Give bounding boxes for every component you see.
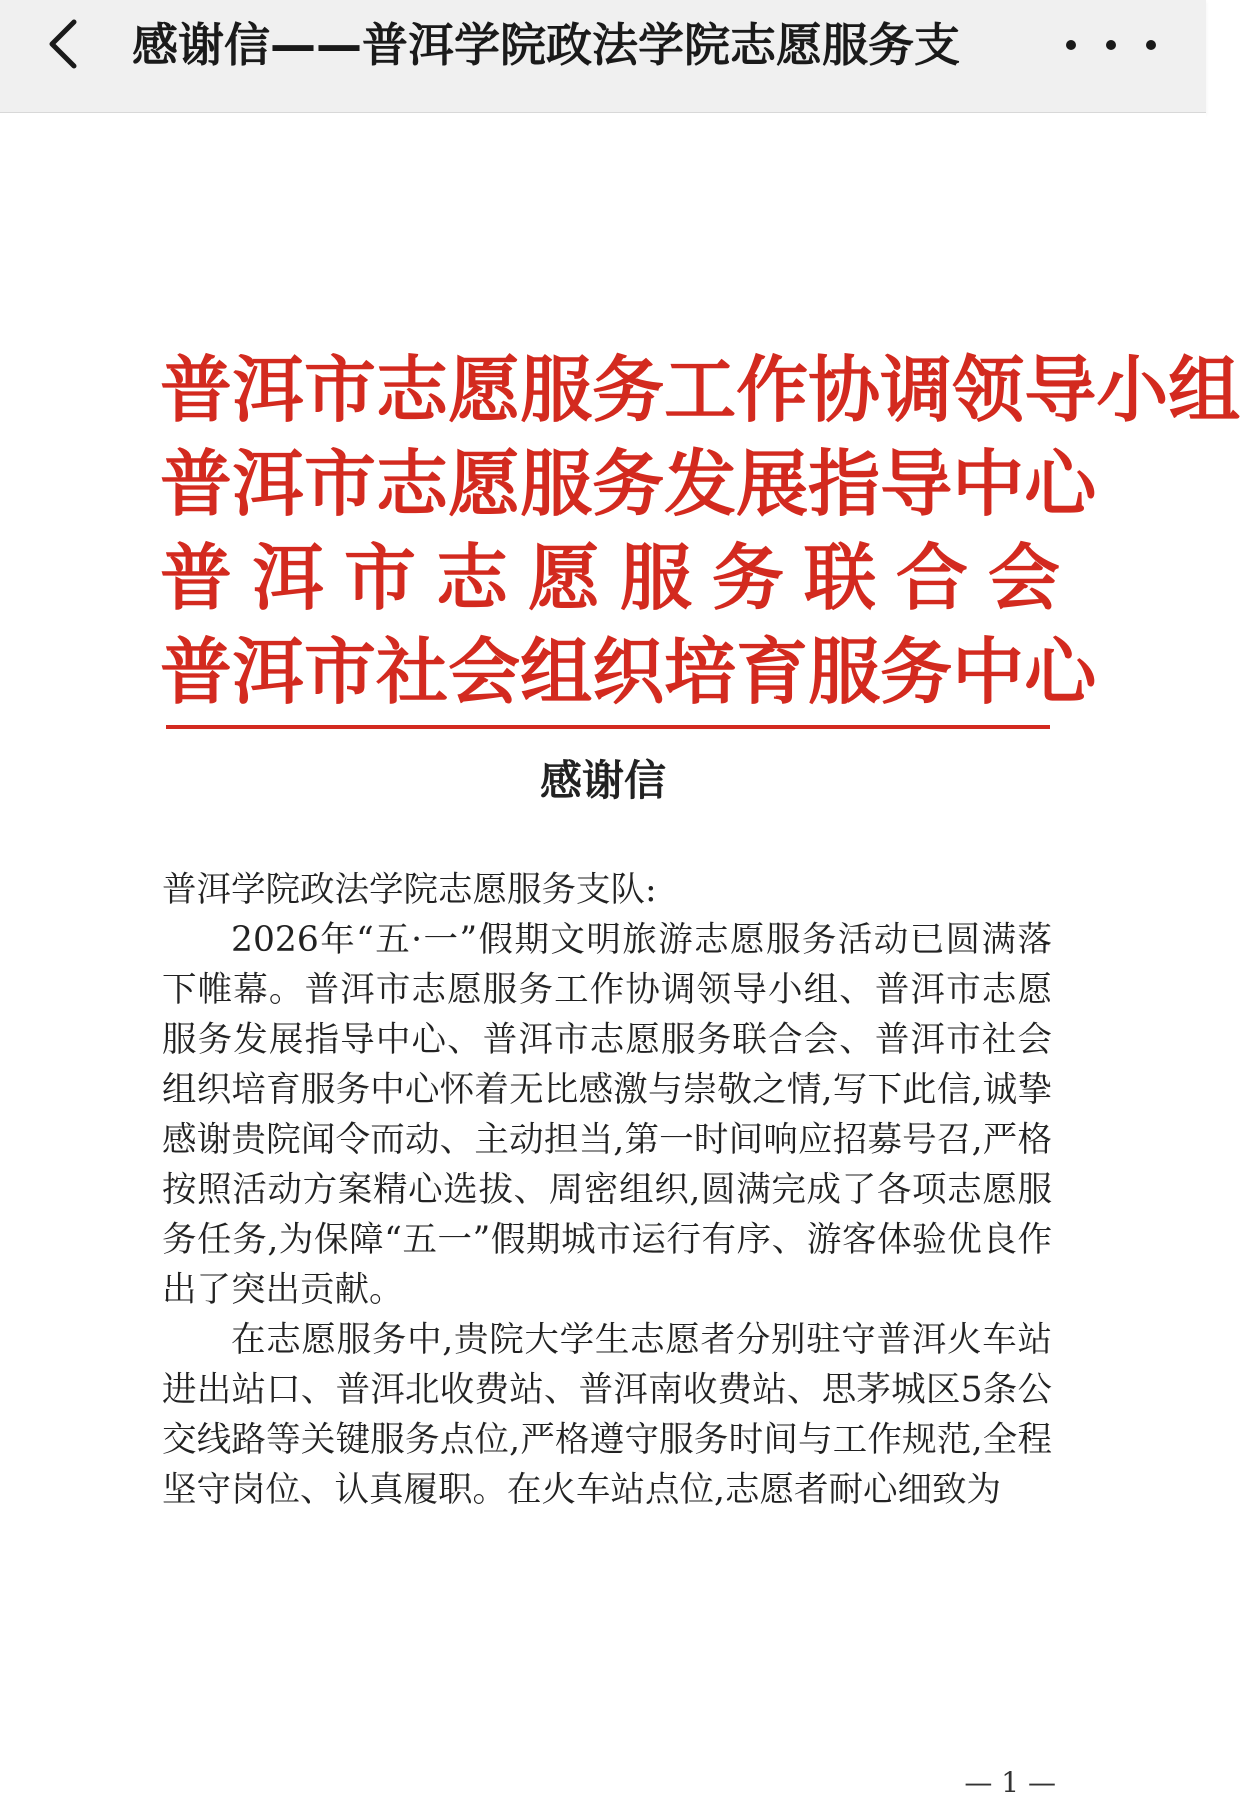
org-char: 志	[376, 347, 449, 432]
org-char: 发	[664, 441, 737, 526]
org-char: 合	[895, 535, 968, 620]
org-char: 洱	[232, 629, 305, 714]
paragraph-2: 在志愿服务中,贵院大学生志愿者分别驻守普洱火车站进出站口、普洱北收费站、普洱南收费站、思茅城区5条公交线路等关键服务点位,严格遵守服务时间与工作规范,全程坚守岗位、认真履职。在火车站点位,志愿者耐心细致为	[162, 1320, 1052, 1510]
org-char: 洱	[251, 535, 324, 620]
org-char: 会	[987, 535, 1060, 620]
page-number: — 1 —	[964, 1766, 1056, 1799]
org-char: 指	[808, 441, 881, 526]
more-dots-icon	[1066, 40, 1076, 50]
document-viewer[interactable]	[0, 113, 1240, 1799]
org-char: 导	[880, 441, 953, 526]
org-char: 社	[376, 629, 449, 714]
org-line-1	[160, 343, 1240, 437]
page-title: 感谢信——普洱学院政法学院志愿服务支	[132, 18, 960, 72]
document-body	[162, 865, 1052, 1515]
org-char: 愿	[448, 441, 521, 526]
org-char: 务	[711, 535, 784, 620]
org-line-3	[160, 531, 1060, 625]
org-char: 市	[304, 629, 377, 714]
org-char: 组	[1168, 347, 1240, 432]
org-char: 愿	[448, 347, 521, 432]
org-char: 务	[592, 441, 665, 526]
org-char: 市	[304, 347, 377, 432]
back-button[interactable]	[36, 14, 96, 74]
org-char: 市	[343, 535, 416, 620]
org-char: 培	[664, 629, 737, 714]
org-char: 志	[376, 441, 449, 526]
top-nav-bar	[0, 0, 1206, 113]
org-char: 服	[619, 535, 692, 620]
org-char: 协	[808, 347, 881, 432]
org-char: 普	[160, 441, 233, 526]
org-char: 小	[1096, 347, 1169, 432]
document-title: 感谢信	[539, 756, 666, 805]
org-line-2	[160, 437, 1097, 531]
org-char: 会	[448, 629, 521, 714]
org-char: 组	[520, 629, 593, 714]
org-char: 洱	[232, 347, 305, 432]
org-char: 工	[664, 347, 737, 432]
org-char: 务	[880, 629, 953, 714]
org-char: 调	[880, 347, 953, 432]
org-char: 服	[520, 441, 593, 526]
org-char: 心	[1024, 629, 1097, 714]
org-char: 务	[592, 347, 665, 432]
org-char: 志	[435, 535, 508, 620]
org-char: 心	[1024, 441, 1097, 526]
org-line-4	[160, 625, 1097, 719]
org-char: 展	[736, 441, 809, 526]
org-char: 服	[520, 347, 593, 432]
org-char: 普	[160, 629, 233, 714]
salutation: 普洱学院政法学院志愿服务支队:	[162, 870, 657, 910]
org-char: 市	[304, 441, 377, 526]
org-char: 中	[952, 441, 1025, 526]
org-char: 普	[160, 347, 233, 432]
org-char: 育	[736, 629, 809, 714]
more-dot	[1146, 40, 1156, 50]
org-char: 愿	[527, 535, 600, 620]
org-char: 洱	[232, 441, 305, 526]
org-char: 导	[1024, 347, 1097, 432]
org-char: 普	[160, 535, 233, 620]
more-button[interactable]	[1066, 20, 1156, 70]
org-char: 织	[592, 629, 665, 714]
issuing-organizations	[160, 343, 1240, 719]
org-char: 中	[952, 629, 1025, 714]
red-divider	[166, 725, 1050, 729]
paragraph-1: 2026年“五·一”假期文明旅游志愿服务活动已圆满落下帷幕。普洱市志愿服务工作协调领导小组、普洱市志愿服务发展指导中心、普洱市志愿服务联合会、普洱市社会组织培育服务中心怀着无比感激与崇敬之情,写下此信,诚挚感谢贵院闻令而动、主动担当,第一时间响应招募号召,严格按照活动方案精心选拔、周密组织,圆满完成了各项志愿服务任务,为保障“五一”假期城市运行有序、游客体验优良作出了突出贡献。	[162, 920, 1052, 1310]
org-char: 作	[736, 347, 809, 432]
more-dot	[1106, 40, 1116, 50]
org-char: 联	[803, 535, 876, 620]
org-char: 服	[808, 629, 881, 714]
chevron-left-icon	[36, 14, 96, 74]
org-char: 领	[952, 347, 1025, 432]
